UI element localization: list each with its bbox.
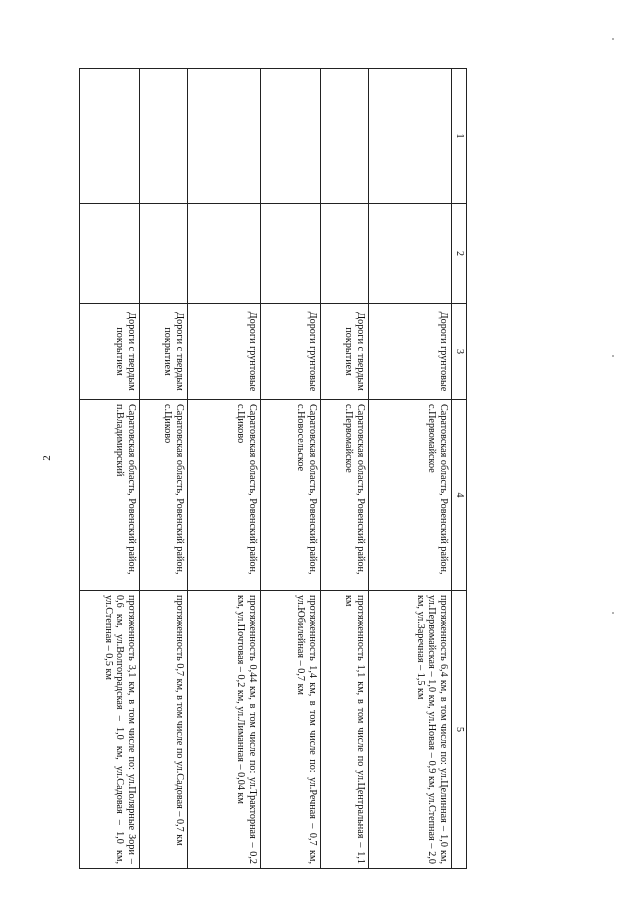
cell-location: Саратовская область, Ровенский район, с.Первомайское bbox=[321, 400, 369, 591]
cell-col2 bbox=[261, 204, 321, 304]
cell-col1 bbox=[80, 69, 140, 204]
cell-col2 bbox=[188, 204, 261, 304]
cell-length: протяженность 1,4 км, в том числе по: ул.Речная – 0,7 км, ул.Юбилейная – 0,7 км bbox=[261, 591, 321, 869]
table-row bbox=[261, 69, 321, 869]
cell-col1 bbox=[188, 69, 261, 204]
cell-col1 bbox=[140, 69, 188, 204]
cell-road-type: Дороги грунтовые bbox=[369, 304, 452, 400]
cell-road-type: Дороги грунтовые bbox=[188, 304, 261, 400]
cell-col1 bbox=[261, 69, 321, 204]
cell-col1 bbox=[321, 69, 369, 204]
scan-artifact bbox=[612, 38, 614, 40]
cell-location: Саратовская область, Ровенский район, п.Владимирский bbox=[80, 400, 140, 591]
header-col-4: 4 bbox=[452, 400, 467, 591]
cell-location: Саратовская область, Ровенский район, с.Новосельское bbox=[261, 400, 321, 591]
cell-col1 bbox=[369, 69, 452, 204]
page-number: 2 bbox=[40, 455, 53, 461]
cell-location: Саратовская область, Ровенский район, с.Циково bbox=[140, 400, 188, 591]
cell-col2 bbox=[369, 204, 452, 304]
header-col-5: 5 bbox=[452, 591, 467, 869]
table-header-row bbox=[452, 69, 467, 869]
scan-artifact bbox=[612, 355, 614, 357]
header-col-1: 1 bbox=[452, 69, 467, 204]
header-col-2: 2 bbox=[452, 204, 467, 304]
cell-road-type: Дороги с твердым покрытием bbox=[321, 304, 369, 400]
cell-length: протяженность 0,44 км, в том числе по: ул.Тракторная – 0,2 км, ул.Почтовая – 0,2 км, ул.Лиманная – 0,04 км bbox=[188, 591, 261, 869]
header-col-3: 3 bbox=[452, 304, 467, 400]
table-row bbox=[140, 69, 188, 869]
table-row bbox=[321, 69, 369, 869]
cell-col2 bbox=[80, 204, 140, 304]
cell-road-type: Дороги грунтовые bbox=[261, 304, 321, 400]
roads-table-container bbox=[81, 68, 467, 868]
cell-location: Саратовская область, Ровенский район, с.Циково bbox=[188, 400, 261, 591]
cell-length: протяженность 0,7 км, в том числе по ул.Садовая – 0,7 км bbox=[140, 591, 188, 869]
cell-length: протяженность 1,1 км, в том числе по ул.Центральная – 1,1 км bbox=[321, 591, 369, 869]
cell-road-type: Дороги с твердым покрытием bbox=[140, 304, 188, 400]
table-row bbox=[188, 69, 261, 869]
roads-table-rotated bbox=[81, 68, 467, 868]
scan-artifact bbox=[612, 612, 614, 614]
table-row bbox=[80, 69, 140, 869]
table-row bbox=[369, 69, 452, 869]
cell-col2 bbox=[321, 204, 369, 304]
cell-length: протяженность 6,4 км, в том числе по: ул.Целинная – 1,0 км, ул.Первомайская – 1,0 км, ул.Новая – 0,9 км, ул.Степная – 2,0 км, ул.Заречная – 1,5 км bbox=[369, 591, 452, 869]
cell-road-type: Дороги с твердым покрытием bbox=[80, 304, 140, 400]
cell-col2 bbox=[140, 204, 188, 304]
roads-table bbox=[79, 68, 467, 869]
cell-location: Саратовская область, Ровенский район, с.Первомайское bbox=[369, 400, 452, 591]
cell-length: протяженность 3,1 км, в том числе по: ул.Полярные Зори – 0,6 км, ул.Волгоградская – 1,0 км, ул.Садовая – 1,0 км, ул.Степная – 0,5 км bbox=[80, 591, 140, 869]
